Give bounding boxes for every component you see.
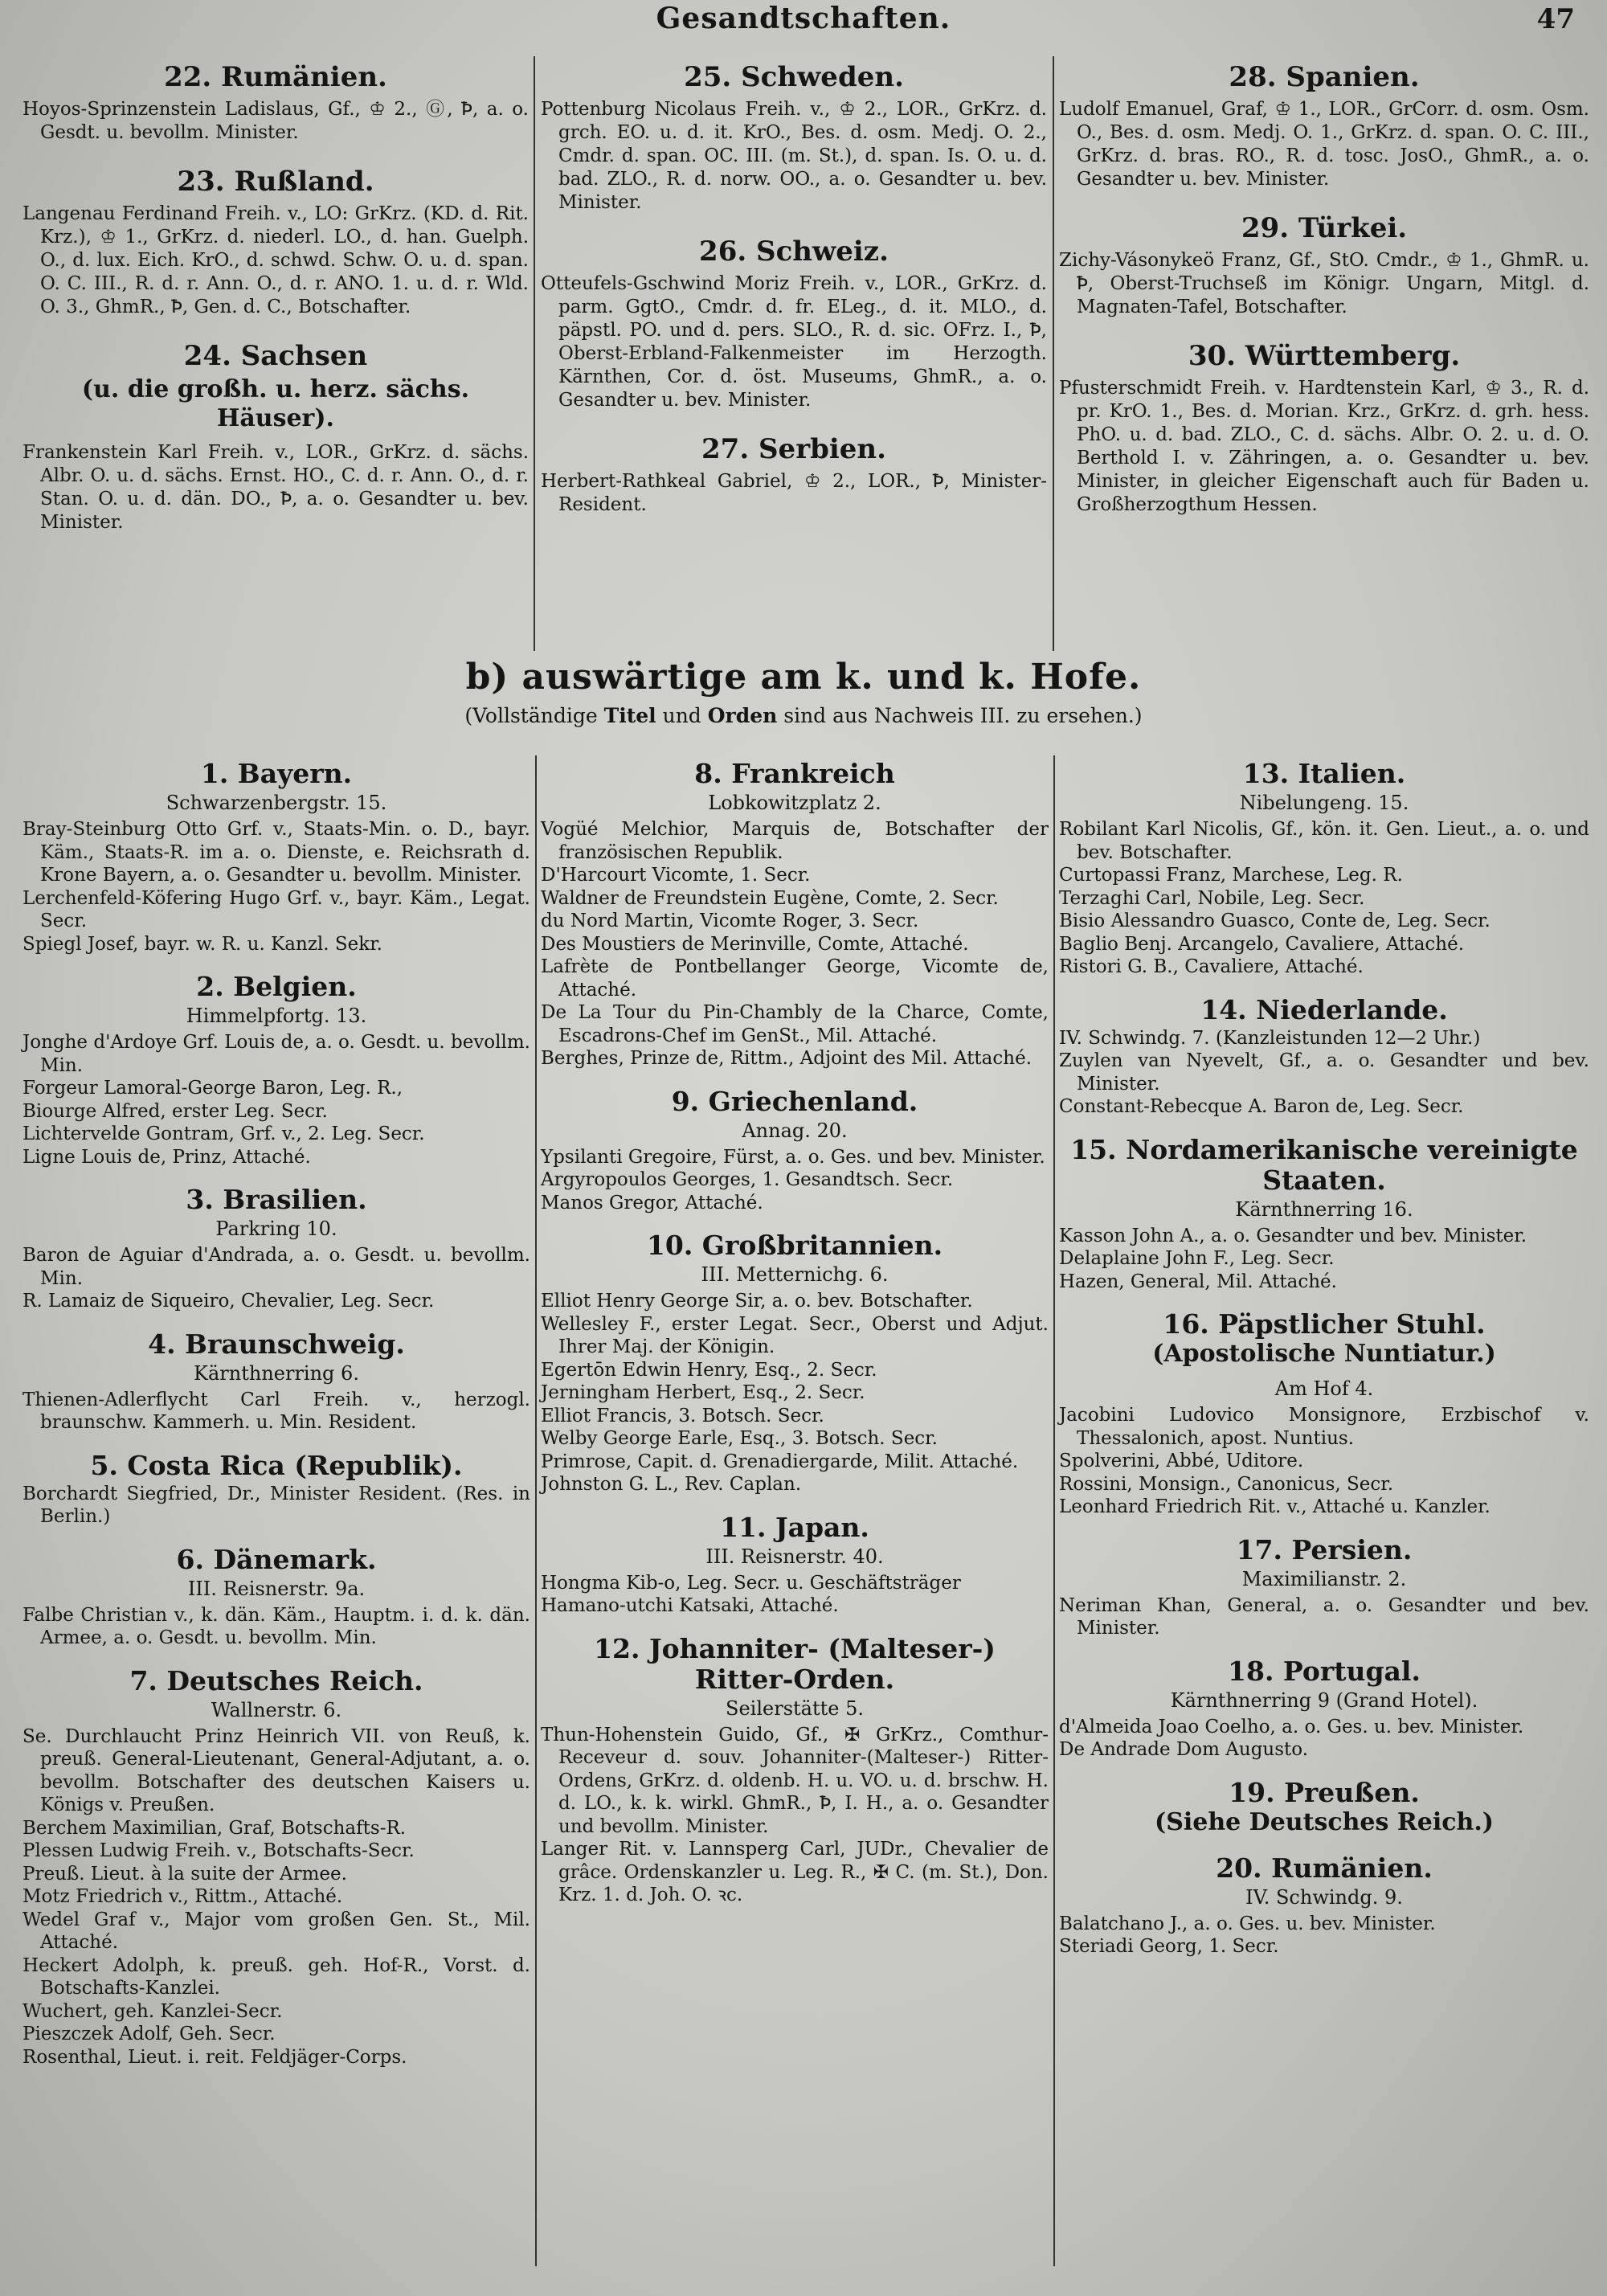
section-address: III. Reisnerstr. 9a. <box>187 1577 366 1600</box>
note-bold-orden: Orden <box>707 704 778 727</box>
section-heading: 30. Württemberg. <box>1188 340 1461 372</box>
part-b-header <box>0 656 1607 730</box>
person-entry: Wuchert, geh. Kanzlei-Secr. <box>22 2000 283 2022</box>
legation-section <box>541 1634 1049 1907</box>
running-head: Gesandtschaften. <box>656 2 951 35</box>
person-entry: Preuß. Lieut. à la suite der Armee. <box>22 1863 347 1885</box>
person-entry: Frankenstein Karl Freih. v., LOR., GrKrz. d. sächs. Albr. O. u. d. sächs. Ernst. HO., C. d. r. Ann. O., d. r. Stan. O. u. d. dän. DO., Ꝥ, a. o. Gesandter u. bev. Minister. <box>22 442 529 533</box>
section-address: Kärnthnerring 16. <box>1235 1197 1413 1221</box>
person-entry: D'Harcourt Vicomte, 1. Secr. <box>541 865 811 886</box>
person-entry: Waldner de Freundstein Eugène, Comte, 2. Secr. <box>541 887 999 909</box>
legation-section <box>22 1545 530 1650</box>
column-rule <box>535 755 537 2266</box>
legation-section <box>541 759 1049 1070</box>
person-entry: Leonhard Friedrich Rit. v., Attaché u. Kanzler. <box>1059 1496 1490 1517</box>
person-entry: Jonghe d'Ardoye Grf. Louis de, a. o. Gesdt. u. bevollm. Min. <box>22 1032 530 1076</box>
person-entry: Wellesley F., erster Legat. Secr., Oberst und Adjut. Ihrer Maj. der Königin. <box>541 1313 1049 1357</box>
column-rule <box>1053 755 1055 2266</box>
bottom-column-2 <box>541 755 1049 1923</box>
person-entry: Se. Durchlaucht Prinz Heinrich VII. von Reuß, k. preuß. General-Lieutenant, General-Adjutant, a. o. bevollm. Botschafter des deutschen Kaisers u. Königs v. Preußen. <box>22 1725 530 1815</box>
note-bold-titel: Titel <box>603 704 656 727</box>
person-entry: Welby George Earle, Esq., 3. Botsch. Secr. <box>541 1428 938 1449</box>
person-entry: Hoyos-Sprinzenstein Ladislaus, Gf., ♔ 2., Ⓖ, Ꝥ, a. o. Gesdt. u. bevollm. Minister. <box>22 99 529 143</box>
section-address: Schwarzenbergstr. 15. <box>166 792 387 814</box>
person-entry: Rossini, Monsign., Canonicus, Secr. <box>1059 1473 1394 1495</box>
section-address: IV. Schwindg. 9. <box>1245 1885 1403 1909</box>
section-heading: 24. Sachsen <box>183 340 368 372</box>
person-entry: Delaplaine John F., Leg. Secr. <box>1059 1248 1335 1269</box>
section-heading: 15. Nordamerikanische vereinigte Staaten. <box>1070 1133 1578 1196</box>
legation-section <box>541 1512 1049 1618</box>
section-heading: 5. Costa Rica (Republik). <box>90 1449 463 1481</box>
top-column-3 <box>1059 56 1589 538</box>
person-entry: Langenau Ferdinand Freih. v., LO: GrKrz. (KD. d. Rit. Krz.), ♔ 1., GrKrz. d. niederl. LO., d. han. Guelph. O., d. lux. Eich. KrO., d. schwd. Schw. O. u. d. span. O. C. III., R. d. r. Ann. O., d. r. ANO. 1. u. d. r. Wld. O. 3., GhmR., Ꝥ, Gen. d. C., Botschafter. <box>22 203 529 317</box>
legation-section <box>541 61 1047 215</box>
person-entry: De Andrade Dom Augusto. <box>1059 1739 1309 1760</box>
person-entry: Falbe Christian v., k. dän. Käm., Hauptm. i. d. k. dän. Armee, a. o. Gesdt. u. bevollm. Min. <box>22 1604 530 1648</box>
section-heading: 11. Japan. <box>720 1511 869 1543</box>
section-heading: 28. Spanien. <box>1229 61 1420 93</box>
person-entry: Berghes, Prinze de, Rittm., Adjoint des Mil. Attaché. <box>541 1048 1032 1069</box>
section-heading: 20. Rumänien. <box>1216 1852 1433 1884</box>
note-text: und <box>662 704 701 727</box>
section-heading: 6. Dänemark. <box>176 1543 377 1575</box>
section-heading: 3. Brasilien. <box>186 1184 367 1215</box>
person-entry: R. Lamaiz de Siqueiro, Chevalier, Leg. Secr. <box>22 1291 435 1312</box>
person-entry: Johnston G. L., Rev. Caplan. <box>541 1474 802 1495</box>
person-entry: Plessen Ludwig Freih. v., Botschafts-Secr. <box>22 1840 415 1861</box>
person-entry: Robilant Karl Nicolis, Gf., kön. it. Gen. Lieut., a. o. und bev. Botschafter. <box>1059 819 1589 863</box>
section-address: Lobkowitzplatz 2. <box>708 792 881 814</box>
person-entry: Baron de Aguiar d'Andrada, a. o. Gesdt. u. bevollm. Min. <box>22 1245 530 1289</box>
section-heading: 8. Frankreich <box>694 758 895 789</box>
top-columns <box>22 56 1597 643</box>
section-address: Nibelungeng. 15. <box>1239 792 1409 814</box>
person-entry: Motz Friedrich v., Rittm., Attaché. <box>22 1886 343 1907</box>
section-address: III. Reisnerstr. 40. <box>705 1545 884 1568</box>
section-address: Wallnerstr. 6. <box>211 1698 342 1721</box>
person-entry: Otteufels-Gschwind Moriz Freih. v., LOR., GrKrz. d. parm. GgtO., Cmdr. d. fr. ELeg., d. it. MLO., d. päpstl. PO. und d. pers. SLO., R. d. sic. OFrz. I., Ꝥ, Oberst-Erbland-Falkenmeister im Herzogth. Kärnthen, Cor. d. öst. Museums, GhmR., a. o. Gesandter u. bev. Minister. <box>541 273 1047 411</box>
person-entry: Ristori G. B., Cavaliere, Attaché. <box>1059 956 1364 977</box>
person-entry: Balatchano J., a. o. Ges. u. bev. Minister. <box>1059 1913 1436 1934</box>
bottom-column-1 <box>22 755 530 2085</box>
person-entry: Constant-Rebecque A. Baron de, Leg. Secr. <box>1059 1096 1464 1117</box>
section-heading: 26. Schweiz. <box>699 235 889 268</box>
person-entry: Kasson John A., a. o. Gesandter und bev. Minister. <box>1059 1225 1527 1246</box>
section-subheading: (u. die großh. u. herz. sächs. Häuser). <box>81 375 470 432</box>
section-address: Kärnthnerring 9 (Grand Hotel). <box>1170 1688 1478 1712</box>
legation-section <box>22 1451 530 1529</box>
person-entry: Pfusterschmidt Freih. v. Hardtenstein Karl, ♔ 3., R. d. pr. KrO. 1., Bes. d. Morian. Krz., GrKrz. d. grh. hess. PhO. u. d. bad. ZLO., C. d. sächs. Albr. O. 2. u. d. O. Berthold I. v. Zähringen, a. o. Gesandter u. bev. Minister, in gleicher Eigenschaft auch für Baden u. Großherzogthum Hessen. <box>1059 378 1589 515</box>
legation-section <box>541 1230 1049 1496</box>
section-heading: 16. Päpstlicher Stuhl. <box>1163 1308 1486 1340</box>
person-entry: Manos Gregor, Attaché. <box>541 1192 763 1213</box>
person-entry: Ypsilanti Gregoire, Fürst, a. o. Ges. und bev. Minister. <box>541 1146 1045 1168</box>
person-entry: Thienen-Adlerflycht Carl Freih. v., herzogl. braunschw. Kammerh. u. Min. Resident. <box>22 1389 530 1433</box>
person-entry: IV. Schwindg. 7. (Kanzleistunden 12—2 Uhr.) <box>1059 1027 1481 1049</box>
person-entry: Lichtervelde Gontram, Grf. v., 2. Leg. Secr. <box>22 1123 425 1144</box>
person-entry: Spolverini, Abbé, Uditore. <box>1059 1451 1304 1471</box>
person-entry: Hazen, General, Mil. Attaché. <box>1059 1271 1337 1292</box>
section-address: Seilerstätte 5. <box>726 1696 864 1720</box>
legation-section <box>1059 1853 1589 1958</box>
person-entry: Langer Rit. v. Lannsperg Carl, JUDr., Chevalier de grâce. Ordenskanzler u. Leg. R., ✠ C. (m. St.), Don. Krz. 1. d. Joh. O. ꝛc. <box>541 1839 1049 1905</box>
person-entry: Argyropoulos Georges, 1. Gesandtsch. Secr. <box>541 1169 954 1190</box>
legation-section <box>22 166 529 319</box>
section-heading: 25. Schweden. <box>684 61 904 93</box>
section-address: Am Hof 4. <box>1274 1377 1374 1400</box>
person-entry: Hongma Kib-o, Leg. Secr. u. Geschäftsträger <box>541 1572 961 1594</box>
person-entry: Zuylen van Nyevelt, Gf., a. o. Gesandter und bev. Minister. <box>1059 1050 1589 1095</box>
legation-section <box>1059 1656 1589 1762</box>
top-column-2 <box>541 56 1047 538</box>
person-entry: Primrose, Capit. d. Grenadiergarde, Milit. Attaché. <box>541 1451 1019 1472</box>
legation-section <box>22 61 529 145</box>
person-entry: Pottenburg Nicolaus Freih. v., ♔ 2., LOR., GrKrz. d. grch. EO. u. d. it. KrO., Bes. d. osm. Medj. O. 2., Cmdr. d. span. OC. III. (m. St.), d. span. Is. O. u. d. bad. ZLO., R. d. norw. OO., a. o. Gesandter u. bev. Minister. <box>541 99 1047 213</box>
person-entry: Rosenthal, Lieut. i. reit. Feldjäger-Corps. <box>22 2046 407 2068</box>
legation-section <box>1059 1135 1589 1294</box>
legation-section <box>1059 1778 1589 1837</box>
legation-section <box>22 972 530 1168</box>
person-entry: Pieszczek Adolf, Geh. Secr. <box>22 2024 276 2044</box>
page-number: 47 <box>1536 3 1575 35</box>
person-entry: Ligne Louis de, Prinz, Attaché. <box>22 1146 311 1168</box>
bottom-columns <box>22 755 1597 2282</box>
section-subheading: (Siehe Deutsches Reich.) <box>1155 1807 1494 1836</box>
person-entry: Terzaghi Carl, Nobile, Leg. Secr. <box>1059 887 1365 909</box>
section-heading: 14. Niederlande. <box>1200 993 1448 1025</box>
person-entry: Herbert-Rathkeal Gabriel, ♔ 2., LOR., Ꝥ, Minister-Resident. <box>541 471 1047 515</box>
legation-section <box>22 1666 530 2069</box>
section-heading: 4. Braunschweig. <box>148 1328 405 1360</box>
legation-section <box>1059 61 1589 191</box>
section-heading: 9. Griechenland. <box>671 1085 918 1117</box>
column-rule <box>534 56 535 651</box>
person-entry: De La Tour du Pin-Chambly de la Charce, Comte, Escadrons-Chef im GenSt., Mil. Attaché. <box>541 1002 1049 1046</box>
section-address: III. Metternichg. 6. <box>701 1263 889 1286</box>
section-heading: 10. Großbritannien. <box>646 1230 943 1261</box>
legation-section <box>541 433 1047 517</box>
legation-section <box>22 759 530 956</box>
person-entry: Vogüé Melchior, Marquis de, Botschafter der französischen Republik. <box>541 819 1049 863</box>
section-heading: 19. Preußen. <box>1229 1776 1420 1808</box>
person-entry: Jerningham Herbert, Esq., 2. Secr. <box>541 1382 865 1403</box>
person-entry: Elliot Francis, 3. Botsch. Secr. <box>541 1405 824 1426</box>
section-address: Maximilianstr. 2. <box>1241 1567 1407 1590</box>
section-heading: 29. Türkei. <box>1241 212 1408 244</box>
section-heading: 18. Portugal. <box>1228 1655 1421 1687</box>
person-entry: Baglio Benj. Arcangelo, Cavaliere, Attaché. <box>1059 933 1465 955</box>
person-entry: Zichy-Vásonykeö Franz, Gf., StO. Cmdr., ♔ 1., GhmR. u. Ꝥ, Oberst-Truchseß im Königr. Ungarn, Mitgl. d. Magnaten-Tafel, Botschafter. <box>1059 250 1589 317</box>
note-text: (Vollständige <box>464 704 598 727</box>
person-entry: Bisio Alessandro Guasco, Conte de, Leg. Secr. <box>1059 911 1490 931</box>
section-heading: 1. Bayern. <box>200 758 353 789</box>
person-entry: Curtopassi Franz, Marchese, Leg. R. <box>1059 865 1403 886</box>
section-heading: 2. Belgien. <box>196 971 357 1002</box>
legation-section <box>541 235 1047 412</box>
section-heading: 13. Italien. <box>1242 758 1406 789</box>
legation-section <box>1059 340 1589 517</box>
person-entry: Hamano-utchi Katsaki, Attaché. <box>541 1595 839 1616</box>
note-text: sind aus Nachweis III. zu ersehen.) <box>783 704 1143 727</box>
section-subheading: (Apostolische Nuntiatur.) <box>1152 1340 1496 1368</box>
legation-section <box>541 1087 1049 1215</box>
person-entry: Lerchenfeld-Köfering Hugo Grf. v., bayr. Käm., Legat. Secr. <box>22 887 530 931</box>
legation-section <box>1059 995 1589 1119</box>
legation-section <box>1059 759 1589 979</box>
person-entry: Jacobini Ludovico Monsignore, Erzbischof v. Thessalonich, apost. Nuntius. <box>1059 1405 1589 1449</box>
person-entry: Forgeur Lamoral-George Baron, Leg. R., <box>22 1078 403 1099</box>
bottom-column-3 <box>1059 755 1589 1975</box>
person-entry: Steriadi Georg, 1. Secr. <box>1059 1936 1279 1957</box>
section-heading: 27. Serbien. <box>701 433 886 465</box>
person-entry: Borchardt Siegfried, Dr., Minister Resident. (Res. in Berlin.) <box>22 1483 530 1527</box>
person-entry: Lafrète de Pontbellanger George, Vicomte de, Attaché. <box>541 956 1049 1001</box>
section-heading: 17. Persien. <box>1236 1533 1413 1565</box>
section-address: Kärnthnerring 6. <box>194 1361 359 1385</box>
person-entry: d'Almeida Joao Coelho, a. o. Ges. u. bev. Minister. <box>1059 1716 1524 1737</box>
person-entry: Egertōn Edwin Henry, Esq., 2. Secr. <box>541 1359 877 1381</box>
legation-section <box>22 1329 530 1434</box>
person-entry: Spiegl Josef, bayr. w. R. u. Kanzl. Sekr. <box>22 933 382 955</box>
person-entry: Biourge Alfred, erster Leg. Secr. <box>22 1100 328 1122</box>
section-address: Annag. 20. <box>742 1119 848 1142</box>
person-entry: Bray-Steinburg Otto Grf. v., Staats-Min. o. D., bayr. Käm., Staats-R. im a. o. Dienste, e. Reichsrath d. Krone Bayern, a. o. Gesandter u. bevollm. Minister. <box>22 819 530 886</box>
column-rule <box>1053 56 1054 651</box>
person-entry: Elliot Henry George Sir, a. o. bev. Botschafter. <box>541 1291 973 1312</box>
person-entry: Des Moustiers de Merinville, Comte, Attaché. <box>541 933 969 955</box>
person-entry: Thun-Hohenstein Guido, Gf., ✠ GrKrz., Comthur-Receveur d. souv. Johanniter-(Malteser-) Ritter-Ordens, GrKrz. d. oldenb. H. u. VO. u. d. brschw. H. d. LO., k. k. wirkl. GhmR., Ꝥ, I. H., a. o. Gesandter und bevollm. Minister. <box>541 1724 1049 1837</box>
section-address: Himmelpfortg. 13. <box>186 1005 367 1027</box>
person-entry: du Nord Martin, Vicomte Roger, 3. Secr. <box>541 911 919 931</box>
person-entry: Ludolf Emanuel, Graf, ♔ 1., LOR., GrCorr. d. osm. Osm. O., Bes. d. osm. Medj. O. 1., GrKrz. d. span. O. C. III., GrKrz. d. bras. RO., R. d. tosc. JosO., GhmR., a. o. Gesandter u. bev. Minister. <box>1059 99 1589 190</box>
section-address: Parkring 10. <box>215 1218 337 1240</box>
top-column-1 <box>22 56 529 555</box>
legation-section <box>1059 212 1589 319</box>
part-b-note <box>0 702 1607 730</box>
legation-section <box>22 1185 530 1313</box>
person-entry: Neriman Khan, General, a. o. Gesandter und bev. Minister. <box>1059 1594 1589 1639</box>
part-b-heading: b) auswärtige am k. und k. Hofe. <box>465 657 1142 698</box>
legation-section <box>1059 1535 1589 1640</box>
legation-section <box>22 340 529 534</box>
legation-section <box>1059 1309 1589 1519</box>
person-entry: Berchem Maximilian, Graf, Botschafts-R. <box>22 1817 407 1839</box>
section-heading: 7. Deutsches Reich. <box>129 1664 423 1696</box>
section-heading: 22. Rumänien. <box>164 61 387 93</box>
person-entry: Heckert Adolph, k. preuß. geh. Hof-R., Vorst. d. Botschafts-Kanzlei. <box>22 1954 530 1999</box>
section-heading: 12. Johanniter- (Malteser-) Ritter-Orden. <box>594 1632 996 1695</box>
person-entry: Wedel Graf v., Major vom großen Gen. St., Mil. Attaché. <box>22 1909 530 1953</box>
section-heading: 23. Rußland. <box>177 166 374 198</box>
